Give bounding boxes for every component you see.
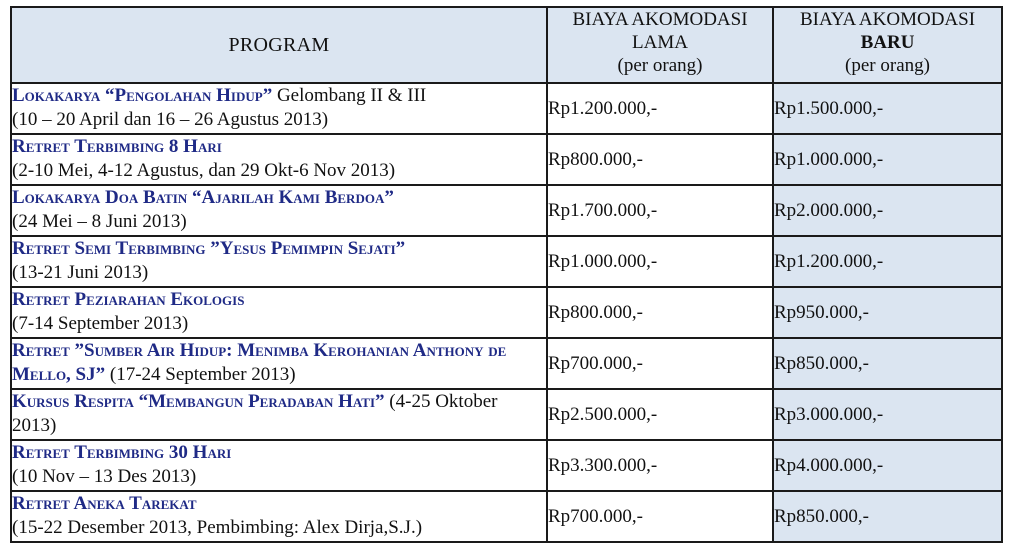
new-cost-header-line3: (per orang) bbox=[845, 55, 930, 76]
program-dates: (15-22 Desember 2013, Pembimbing: Alex Dirja,S.J.) bbox=[12, 517, 423, 538]
table-row bbox=[11, 389, 1002, 440]
program-title: Retret Terbimbing 8 Hari bbox=[12, 136, 222, 157]
table-row bbox=[11, 491, 1002, 542]
program-dates: (7-14 September 2013) bbox=[12, 313, 189, 334]
program-dates: (13-21 Juni 2013) bbox=[12, 262, 149, 283]
table-row bbox=[11, 236, 1002, 287]
program-cell bbox=[11, 338, 547, 389]
table-row bbox=[11, 338, 1002, 389]
new-cost-cell: Rp950.000,- bbox=[773, 287, 1002, 338]
program-title-suffix: (4-25 Oktober 2013) bbox=[12, 391, 498, 436]
program-cell bbox=[11, 287, 547, 338]
old-cost-cell: Rp1.000.000,- bbox=[547, 236, 773, 287]
new-cost-header-line2: BARU bbox=[860, 32, 915, 53]
old-cost-header-line1: BIAYA AKOMODASI bbox=[572, 9, 748, 30]
table-row bbox=[11, 134, 1002, 185]
program-cell bbox=[11, 83, 547, 134]
table-row bbox=[11, 287, 1002, 338]
new-cost-cell: Rp850.000,- bbox=[773, 338, 1002, 389]
old-cost-cell: Rp700.000,- bbox=[547, 338, 773, 389]
program-cell bbox=[11, 236, 547, 287]
old-cost-header-line3: (per orang) bbox=[617, 55, 703, 76]
table-header-row bbox=[11, 7, 1002, 83]
program-title: Kursus Respita “Membangun Peradaban Hati” bbox=[12, 391, 385, 412]
program-dates: (10 Nov – 13 Des 2013) bbox=[12, 466, 197, 487]
old-cost-cell: Rp800.000,- bbox=[547, 134, 773, 185]
new-cost-cell: Rp2.000.000,- bbox=[773, 185, 1002, 236]
new-cost-column-header bbox=[773, 7, 1002, 83]
new-cost-cell: Rp3.000.000,- bbox=[773, 389, 1002, 440]
new-cost-cell: Rp1.200.000,- bbox=[773, 236, 1002, 287]
program-title-suffix: Gelombang II & III bbox=[272, 85, 427, 106]
new-cost-cell: Rp1.000.000,- bbox=[773, 134, 1002, 185]
program-cell bbox=[11, 389, 547, 440]
new-cost-cell: Rp4.000.000,- bbox=[773, 440, 1002, 491]
old-cost-header-line2: LAMA bbox=[632, 32, 688, 53]
new-cost-cell: Rp850.000,- bbox=[773, 491, 1002, 542]
program-title: Retret Peziarahan Ekologis bbox=[12, 289, 245, 310]
old-cost-cell: Rp1.700.000,- bbox=[547, 185, 773, 236]
old-cost-column-header bbox=[547, 7, 773, 83]
program-cell bbox=[11, 491, 547, 542]
old-cost-cell: Rp2.500.000,- bbox=[547, 389, 773, 440]
new-cost-header-line1: BIAYA AKOMODASI bbox=[799, 9, 976, 30]
program-title: Retret Semi Terbimbing ”Yesus Pemimpin Sejati” bbox=[12, 238, 406, 259]
program-title-suffix: (17-24 September 2013) bbox=[105, 364, 296, 385]
program-cell bbox=[11, 440, 547, 491]
program-cell bbox=[11, 185, 547, 236]
program-title: Retret ”Sumber Air Hidup: Menimba Kerohanian Anthony de Mello, SJ” bbox=[12, 340, 507, 385]
table-row bbox=[11, 83, 1002, 134]
table-row bbox=[11, 185, 1002, 236]
program-dates: (2-10 Mei, 4-12 Agustus, dan 29 Okt-6 Nov 2013) bbox=[12, 160, 396, 181]
program-title: Retret Aneka Tarekat bbox=[12, 493, 197, 514]
program-column-header: PROGRAM bbox=[11, 7, 547, 83]
table-row bbox=[11, 440, 1002, 491]
program-dates: (10 – 20 April dan 16 – 26 Agustus 2013) bbox=[12, 109, 329, 130]
program-title: Retret Terbimbing 30 Hari bbox=[12, 442, 232, 463]
program-title: Lokakarya “Pengolahan Hidup” bbox=[12, 85, 273, 106]
old-cost-cell: Rp3.300.000,- bbox=[547, 440, 773, 491]
old-cost-cell: Rp1.200.000,- bbox=[547, 83, 773, 134]
accommodation-price-table bbox=[10, 6, 1003, 543]
old-cost-cell: Rp700.000,- bbox=[547, 491, 773, 542]
old-cost-cell: Rp800.000,- bbox=[547, 287, 773, 338]
program-title: Lokakarya Doa Batin “Ajarilah Kami Berdoa” bbox=[12, 187, 394, 208]
new-cost-cell: Rp1.500.000,- bbox=[773, 83, 1002, 134]
program-dates: (24 Mei – 8 Juni 2013) bbox=[12, 211, 187, 232]
program-cell bbox=[11, 134, 547, 185]
